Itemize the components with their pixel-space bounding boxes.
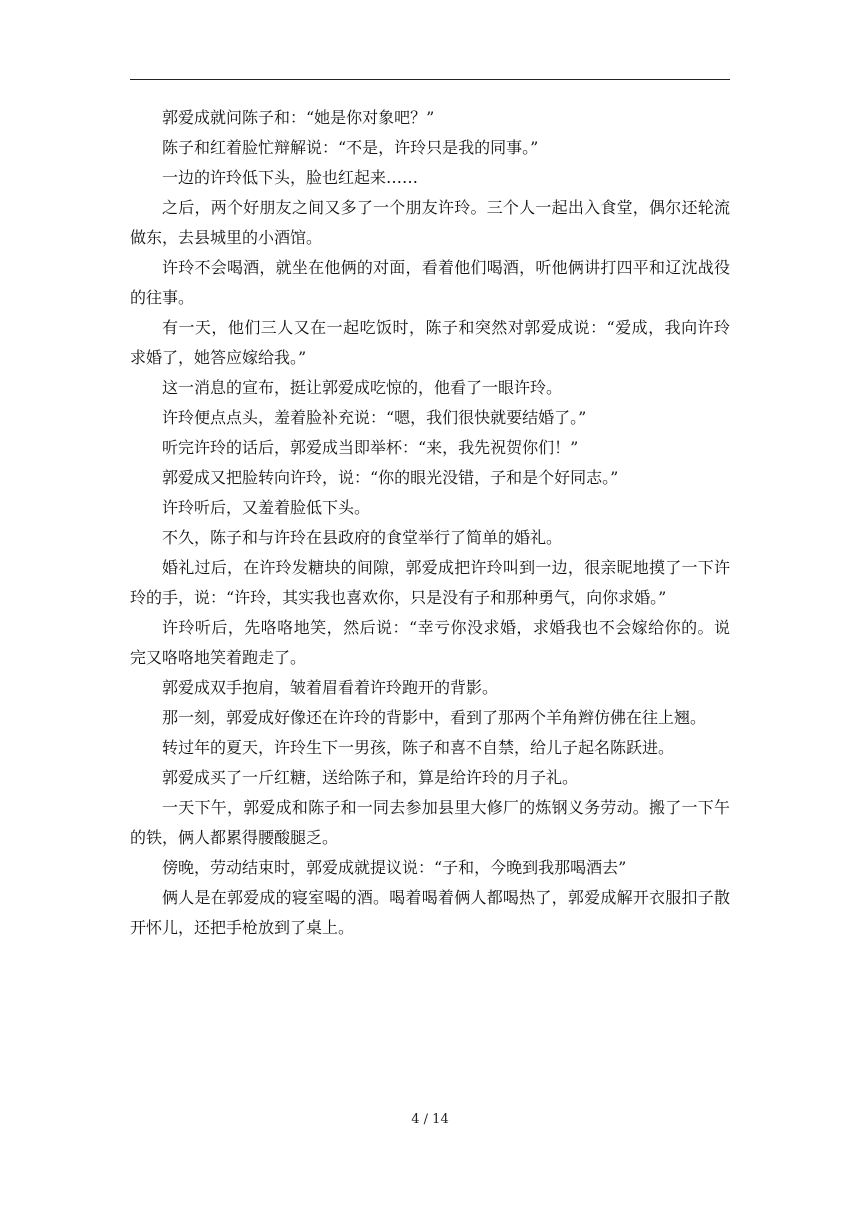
paragraph: 这一消息的宣布，挺让郭爱成吃惊的，他看了一眼许玲。 — [162, 378, 563, 397]
page-number: 4 / 14 — [411, 1112, 449, 1127]
paragraph: 郭爱成双手抱肩，皱着眉看着许玲跑开的背影。 — [162, 678, 499, 697]
paragraph: 傍晚，劳动结束时，郭爱成就提议说：“子和，今晚到我那喝酒去” — [162, 858, 627, 877]
paragraph: 一天下午，郭爱成和陈子和一同去参加县里大修厂的炼钢义务劳动。搬了一下午的铁，俩人都累得腰酸腿乏。 — [130, 798, 730, 847]
paragraph: 许玲便点点头，羞着脸补充说：“嗯，我们很快就要结婚了。” — [162, 408, 587, 427]
paragraph: 听完许玲的话后，郭爱成当即举杯：“来，我先祝贺你们！” — [162, 438, 579, 457]
paragraph: 婚礼过后，在许玲发糖块的间隙，郭爱成把许玲叫到一边，很亲昵地摸了一下许玲的手，说：“许玲，其实我也喜欢你，只是没有子和那种勇气，向你求婚。” — [130, 558, 730, 607]
paragraph: 陈子和红着脸忙辩解说：“不是，许玲只是我的同事。” — [162, 138, 539, 157]
paragraph: 郭爱成就问陈子和：“她是你对象吧？” — [162, 108, 435, 127]
header-rule — [130, 79, 730, 80]
paragraph: 郭爱成买了一斤红糖，送给陈子和，算是给许玲的月子礼。 — [162, 768, 579, 787]
document-body — [130, 103, 730, 943]
paragraph: 有一天，他们三人又在一起吃饭时，陈子和突然对郭爱成说：“爱成，我向许玲求婚了，她答应嫁给我。” — [130, 318, 730, 367]
paragraph: 不久，陈子和与许玲在县政府的食堂举行了简单的婚礼。 — [162, 528, 563, 547]
paragraph: 许玲听后，先咯咯地笑，然后说：“幸亏你没求婚，求婚我也不会嫁给你的。说完又咯咯地笑着跑走了。 — [130, 618, 730, 667]
paragraph: 俩人是在郭爱成的寝室喝的酒。喝着喝着俩人都喝热了，郭爱成解开衣服扣子散开怀儿，还把手枪放到了桌上。 — [130, 888, 730, 937]
paragraph: 许玲不会喝酒，就坐在他俩的对面，看着他们喝酒，听他俩讲打四平和辽沈战役的往事。 — [130, 258, 730, 307]
paragraph: 许玲听后，又羞着脸低下头。 — [162, 498, 371, 517]
paragraph: 一边的许玲低下头，脸也红起来…… — [162, 168, 419, 187]
paragraph: 郭爱成又把脸转向许玲，说：“你的眼光没错，子和是个好同志。” — [162, 468, 619, 487]
paragraph: 之后，两个好朋友之间又多了一个朋友许玲。三个人一起出入食堂，偶尔还轮流做东，去县城里的小酒馆。 — [130, 198, 730, 247]
paragraph: 转过年的夏天，许玲生下一男孩，陈子和喜不自禁，给儿子起名陈跃进。 — [162, 738, 675, 757]
paragraph: 那一刻，郭爱成好像还在许玲的背影中，看到了那两个羊角辫仿佛在往上翘。 — [162, 708, 707, 727]
